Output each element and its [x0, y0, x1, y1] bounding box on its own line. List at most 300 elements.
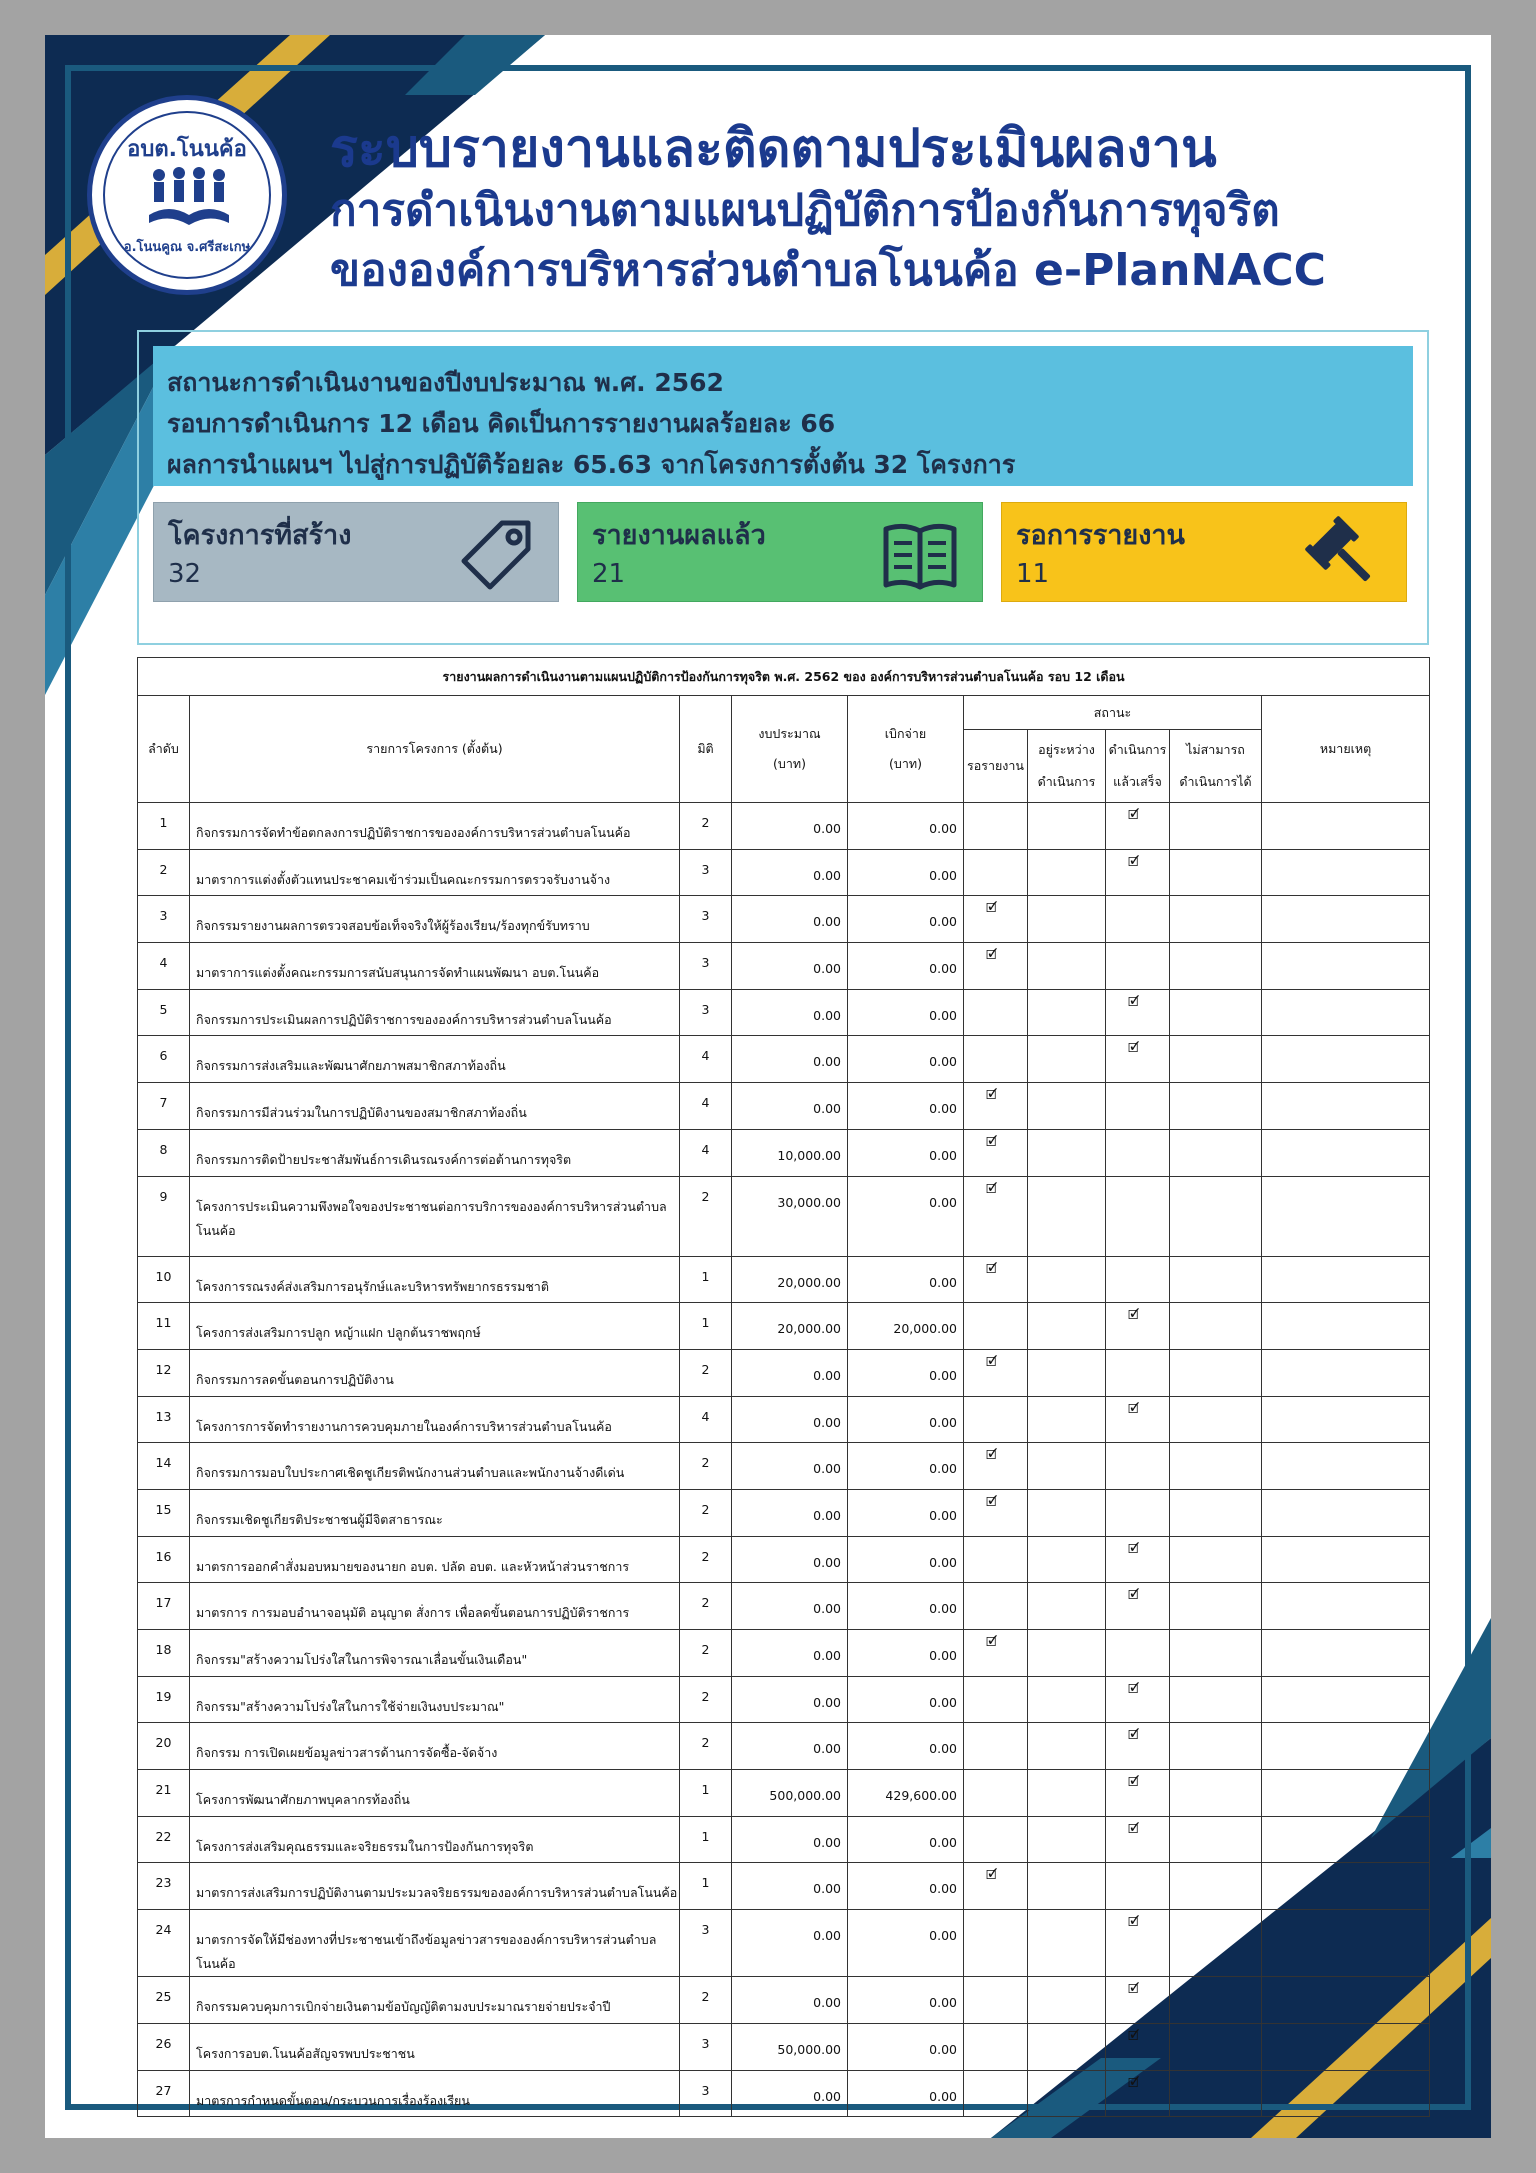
status-unable-cell	[1170, 1910, 1262, 1977]
status-done-cell	[1106, 1583, 1170, 1630]
status-waiting-cell	[964, 1977, 1028, 2024]
spent-cell: 0.00	[848, 1583, 964, 1630]
spent-cell: 429,600.00	[848, 1770, 964, 1817]
status-unable-cell	[1170, 943, 1262, 990]
dimension: 3	[680, 849, 732, 896]
dimension: 2	[680, 803, 732, 850]
gavel-icon	[1304, 515, 1384, 595]
status-in-progress-cell	[1028, 1816, 1106, 1863]
card-label: โครงการที่สร้าง	[168, 520, 352, 551]
budget-cell: 20,000.00	[732, 1303, 848, 1350]
note-cell	[1262, 1303, 1430, 1350]
status-in-progress-cell	[1028, 1349, 1106, 1396]
title-line-1: ระบบรายงานและติดตามประเมินผลงาน	[330, 119, 1217, 179]
status-unable-cell	[1170, 1816, 1262, 1863]
status-done-cell	[1106, 1349, 1170, 1396]
tag-icon	[456, 515, 536, 595]
status-in-progress-cell	[1028, 2023, 1106, 2070]
row-number: 16	[138, 1536, 190, 1583]
row-number: 26	[138, 2023, 190, 2070]
spent-cell: 0.00	[848, 2023, 964, 2070]
page-title	[330, 117, 1480, 301]
table-row	[138, 989, 1430, 1036]
status-unable-cell	[1170, 1176, 1262, 1256]
note-cell	[1262, 1396, 1430, 1443]
project-name: มาตรการส่งเสริมการปฏิบัติงานตามประมวลจริยธรรมขององค์การบริหารส่วนตำบลโนนค้อ	[190, 1863, 680, 1910]
col-done: ดำเนินการ แล้วเสร็จ	[1106, 730, 1170, 803]
budget-cell: 30,000.00	[732, 1176, 848, 1256]
budget-cell: 10,000.00	[732, 1129, 848, 1176]
project-name: กิจกรรมเชิดชูเกียรติประชาชนผู้มีจิตสาธารณะ	[190, 1489, 680, 1536]
status-unable-cell	[1170, 1083, 1262, 1130]
budget-cell: 0.00	[732, 1630, 848, 1677]
project-name: โครงการส่งเสริมคุณธรรมและจริยธรรมในการป้องกันการทุจริต	[190, 1816, 680, 1863]
row-number: 18	[138, 1630, 190, 1677]
status-waiting-cell	[964, 2070, 1028, 2117]
note-cell	[1262, 1349, 1430, 1396]
table-row	[138, 1583, 1430, 1630]
status-done-cell	[1106, 1129, 1170, 1176]
people-handshake-icon	[139, 165, 239, 231]
checkbox-checked-icon: 🗹	[1128, 2074, 1140, 2090]
row-number: 2	[138, 849, 190, 896]
table-row	[138, 1489, 1430, 1536]
status-done-cell	[1106, 1303, 1170, 1350]
note-cell	[1262, 2023, 1430, 2070]
status-unable-cell	[1170, 1129, 1262, 1176]
project-name: มาตรการ การมอบอำนาจอนุมัติ อนุญาต สั่งการ เพื่อลดขั้นตอนการปฏิบัติราชการ	[190, 1583, 680, 1630]
note-cell	[1262, 943, 1430, 990]
note-cell	[1262, 849, 1430, 896]
status-in-progress-cell	[1028, 1630, 1106, 1677]
row-number: 10	[138, 1256, 190, 1303]
table-row	[138, 1396, 1430, 1443]
status-done-cell	[1106, 1396, 1170, 1443]
title-line-2: การดำเนินงานตามแผนปฏิบัติการป้องกันการทุจริต	[330, 185, 1280, 236]
dimension: 2	[680, 1676, 732, 1723]
project-name: มาตรการออกคำสั่งมอบหมายของนายก อบต. ปลัด อบต. และหัวหน้าส่วนราชการ	[190, 1536, 680, 1583]
row-number: 4	[138, 943, 190, 990]
row-number: 11	[138, 1303, 190, 1350]
status-in-progress-cell	[1028, 1129, 1106, 1176]
note-cell	[1262, 1723, 1430, 1770]
status-unable-cell	[1170, 1583, 1262, 1630]
status-in-progress-cell	[1028, 1489, 1106, 1536]
table-row	[138, 1676, 1430, 1723]
dimension: 3	[680, 2070, 732, 2117]
status-done-cell	[1106, 1630, 1170, 1677]
project-name: กิจกรรมรายงานผลการตรวจสอบข้อเท็จจริงให้ผู้ร้องเรียน/ร้องทุกข์รับทราบ	[190, 896, 680, 943]
spent-cell: 0.00	[848, 1349, 964, 1396]
note-cell	[1262, 1036, 1430, 1083]
col-name: รายการโครงการ (ตั้งต้น)	[190, 696, 680, 803]
spent-cell: 0.00	[848, 1536, 964, 1583]
table-row	[138, 1630, 1430, 1677]
project-name: โครงการส่งเสริมการปลูก หญ้าแฝก ปลูกต้นราชพฤกษ์	[190, 1303, 680, 1350]
note-cell	[1262, 1536, 1430, 1583]
note-cell	[1262, 1583, 1430, 1630]
row-number: 9	[138, 1176, 190, 1256]
spent-cell: 0.00	[848, 989, 964, 1036]
note-cell	[1262, 803, 1430, 850]
spent-cell: 0.00	[848, 1910, 964, 1977]
status-waiting-cell	[964, 1443, 1028, 1490]
row-number: 21	[138, 1770, 190, 1817]
checkbox-checked-icon: 🗹	[1128, 1914, 1140, 1930]
budget-cell: 0.00	[732, 849, 848, 896]
col-no: ลำดับ	[138, 696, 190, 803]
status-in-progress-cell	[1028, 1396, 1106, 1443]
row-number: 8	[138, 1129, 190, 1176]
project-name: กิจกรรม การเปิดเผยข้อมูลข่าวสารด้านการจัดซื้อ-จัดจ้าง	[190, 1723, 680, 1770]
note-cell	[1262, 1770, 1430, 1817]
project-name: กิจกรรม"สร้างความโปร่งใสในการพิจารณาเลื่อนขั้นเงินเดือน"	[190, 1630, 680, 1677]
status-in-progress-cell	[1028, 1770, 1106, 1817]
col-spent: เบิกจ่าย (บาท)	[848, 696, 964, 803]
dimension: 1	[680, 1816, 732, 1863]
spent-cell: 20,000.00	[848, 1303, 964, 1350]
table-row	[138, 1176, 1430, 1256]
table-row	[138, 1770, 1430, 1817]
row-number: 5	[138, 989, 190, 1036]
note-cell	[1262, 1977, 1430, 2024]
budget-cell: 0.00	[732, 1977, 848, 2024]
note-cell	[1262, 1676, 1430, 1723]
status-waiting-cell	[964, 1630, 1028, 1677]
checkbox-checked-icon: 🗹	[986, 1087, 998, 1103]
status-waiting-cell	[964, 1770, 1028, 1817]
row-number: 20	[138, 1723, 190, 1770]
dimension: 3	[680, 943, 732, 990]
project-name: กิจกรรม"สร้างความโปร่งใสในการใช้จ่ายเงินงบประมาณ"	[190, 1676, 680, 1723]
status-in-progress-cell	[1028, 1176, 1106, 1256]
table-row	[138, 896, 1430, 943]
dimension: 1	[680, 1256, 732, 1303]
spent-cell: 0.00	[848, 1176, 964, 1256]
checkbox-checked-icon: 🗹	[986, 947, 998, 963]
dimension: 1	[680, 1770, 732, 1817]
row-number: 6	[138, 1036, 190, 1083]
logo	[87, 95, 287, 295]
status-unable-cell	[1170, 1489, 1262, 1536]
status-waiting-cell	[964, 1863, 1028, 1910]
budget-cell: 0.00	[732, 1863, 848, 1910]
budget-cell: 0.00	[732, 1349, 848, 1396]
status-waiting-cell	[964, 803, 1028, 850]
status-waiting-cell	[964, 849, 1028, 896]
status-waiting-cell	[964, 1036, 1028, 1083]
project-name: โครงการการจัดทำรายงานการควบคุมภายในองค์การบริหารส่วนตำบลโนนค้อ	[190, 1396, 680, 1443]
budget-cell: 0.00	[732, 1443, 848, 1490]
row-number: 23	[138, 1863, 190, 1910]
status-unable-cell	[1170, 1349, 1262, 1396]
status-unable-cell	[1170, 2023, 1262, 2070]
checkbox-checked-icon: 🗹	[986, 1447, 998, 1463]
spent-cell: 0.00	[848, 1977, 964, 2024]
status-done-cell	[1106, 1770, 1170, 1817]
project-name: โครงการประเมินความพึงพอใจของประชาชนต่อการบริการขององค์การบริหารส่วนตำบลโนนค้อ	[190, 1176, 680, 1256]
table-row	[138, 849, 1430, 896]
status-waiting-cell	[964, 943, 1028, 990]
note-cell	[1262, 2070, 1430, 2117]
status-waiting-cell	[964, 1256, 1028, 1303]
table-row	[138, 2070, 1430, 2117]
budget-cell: 0.00	[732, 1816, 848, 1863]
logo-seal	[103, 111, 271, 279]
row-number: 15	[138, 1489, 190, 1536]
table-row	[138, 1443, 1430, 1490]
project-name: มาตรการกำหนดขั้นตอน/กระบวนการเรื่องร้องเรียน	[190, 2070, 680, 2117]
status-done-cell	[1106, 849, 1170, 896]
card-projects-created[interactable]	[153, 502, 559, 602]
note-cell	[1262, 1256, 1430, 1303]
spent-cell: 0.00	[848, 943, 964, 990]
note-cell	[1262, 1176, 1430, 1256]
budget-cell: 0.00	[732, 1083, 848, 1130]
checkbox-checked-icon: 🗹	[1128, 853, 1140, 869]
status-in-progress-cell	[1028, 1536, 1106, 1583]
row-number: 12	[138, 1349, 190, 1396]
spent-cell: 0.00	[848, 1489, 964, 1536]
note-cell	[1262, 1443, 1430, 1490]
table-row	[138, 803, 1430, 850]
table-row	[138, 1256, 1430, 1303]
budget-cell: 0.00	[732, 803, 848, 850]
logo-top-text: อบต.โนนค้อ	[127, 137, 247, 162]
col-unable: ไม่สามารถ ดำเนินการได้	[1170, 730, 1262, 803]
checkbox-checked-icon: 🗹	[1128, 2027, 1140, 2043]
status-done-cell	[1106, 2070, 1170, 2117]
status-waiting-cell	[964, 1129, 1028, 1176]
spent-cell: 0.00	[848, 1396, 964, 1443]
row-number: 7	[138, 1083, 190, 1130]
project-name: กิจกรรมการจัดทำข้อตกลงการปฏิบัติราชการขององค์การบริหารส่วนตำบลโนนค้อ	[190, 803, 680, 850]
spent-cell: 0.00	[848, 1723, 964, 1770]
status-done-cell	[1106, 1176, 1170, 1256]
row-number: 24	[138, 1910, 190, 1977]
status-done-cell	[1106, 989, 1170, 1036]
spent-cell: 0.00	[848, 896, 964, 943]
project-name: โครงการรณรงค์ส่งเสริมการอนุรักษ์และบริหารทรัพยากรธรรมชาติ	[190, 1256, 680, 1303]
col-status: สถานะ	[964, 696, 1262, 730]
dimension: 2	[680, 1349, 732, 1396]
status-in-progress-cell	[1028, 1443, 1106, 1490]
col-budget: งบประมาณ (บาท)	[732, 696, 848, 803]
status-in-progress-cell	[1028, 896, 1106, 943]
dimension: 2	[680, 1176, 732, 1256]
project-name: มาตราการแต่งตั้งคณะกรรมการสนับสนุนการจัดทำแผนพัฒนา อบต.โนนค้อ	[190, 943, 680, 990]
dimension: 2	[680, 1489, 732, 1536]
status-done-cell	[1106, 803, 1170, 850]
budget-cell: 0.00	[732, 1536, 848, 1583]
status-in-progress-cell	[1028, 943, 1106, 990]
status-done-cell	[1106, 1083, 1170, 1130]
checkbox-checked-icon: 🗹	[1128, 1307, 1140, 1323]
status-line-1: สถานะการดำเนินงานของปีงบประมาณ พ.ศ. 2562	[167, 368, 724, 397]
note-cell	[1262, 896, 1430, 943]
status-in-progress-cell	[1028, 1256, 1106, 1303]
status-waiting-cell	[964, 896, 1028, 943]
status-unable-cell	[1170, 1536, 1262, 1583]
budget-cell: 0.00	[732, 896, 848, 943]
status-waiting-cell	[964, 1083, 1028, 1130]
table-row	[138, 1129, 1430, 1176]
status-done-cell	[1106, 1443, 1170, 1490]
note-cell	[1262, 1630, 1430, 1677]
table-row	[138, 1977, 1430, 2024]
status-unable-cell	[1170, 849, 1262, 896]
project-name: กิจกรรมการมอบใบประกาศเชิดชูเกียรติพนักงานส่วนตำบลและพนักงานจ้างดีเด่น	[190, 1443, 680, 1490]
status-unable-cell	[1170, 1770, 1262, 1817]
status-waiting-cell	[964, 1396, 1028, 1443]
table-row	[138, 1863, 1430, 1910]
book-icon	[880, 515, 960, 595]
note-cell	[1262, 1489, 1430, 1536]
status-banner	[153, 346, 1413, 486]
dimension: 4	[680, 1129, 732, 1176]
report-table	[137, 657, 1430, 2117]
card-label: รอการรายงาน	[1016, 520, 1186, 551]
status-unable-cell	[1170, 1396, 1262, 1443]
col-note: หมายเหตุ	[1262, 696, 1430, 803]
status-done-cell	[1106, 1910, 1170, 1977]
dimension: 2	[680, 1443, 732, 1490]
status-waiting-cell	[964, 1583, 1028, 1630]
table-row	[138, 943, 1430, 990]
status-unable-cell	[1170, 1303, 1262, 1350]
checkbox-checked-icon: 🗹	[1128, 1981, 1140, 1997]
dimension: 2	[680, 1536, 732, 1583]
table-row	[138, 1536, 1430, 1583]
note-cell	[1262, 989, 1430, 1036]
dimension: 3	[680, 896, 732, 943]
spent-cell: 0.00	[848, 1863, 964, 1910]
row-number: 25	[138, 1977, 190, 2024]
status-in-progress-cell	[1028, 1863, 1106, 1910]
status-done-cell	[1106, 2023, 1170, 2070]
dimension: 3	[680, 989, 732, 1036]
budget-cell: 0.00	[732, 1396, 848, 1443]
budget-cell: 0.00	[732, 1910, 848, 1977]
checkbox-checked-icon: 🗹	[1128, 1540, 1140, 1556]
budget-cell: 0.00	[732, 943, 848, 990]
status-done-cell	[1106, 1536, 1170, 1583]
checkbox-checked-icon: 🗹	[1128, 1587, 1140, 1603]
project-name: โครงการอบต.โนนค้อสัญจรพบประชาชน	[190, 2023, 680, 2070]
card-reported[interactable]	[577, 502, 983, 602]
col-dim: มิติ	[680, 696, 732, 803]
status-waiting-cell	[964, 1536, 1028, 1583]
budget-cell: 500,000.00	[732, 1770, 848, 1817]
table-row	[138, 2023, 1430, 2070]
budget-cell: 0.00	[732, 989, 848, 1036]
status-waiting-cell	[964, 989, 1028, 1036]
project-name: กิจกรรมการมีส่วนร่วมในการปฏิบัติงานของสมาชิกสภาท้องถิ่น	[190, 1083, 680, 1130]
project-name: มาตรการจัดให้มีช่องทางที่ประชาชนเข้าถึงข้อมูลข่าวสารขององค์การบริหารส่วนตำบลโนนค้อ	[190, 1910, 680, 1977]
dimension: 3	[680, 1910, 732, 1977]
status-done-cell	[1106, 1489, 1170, 1536]
status-done-cell	[1106, 1863, 1170, 1910]
status-unable-cell	[1170, 896, 1262, 943]
dimension: 4	[680, 1036, 732, 1083]
status-unable-cell	[1170, 1256, 1262, 1303]
spent-cell: 0.00	[848, 2070, 964, 2117]
spent-cell: 0.00	[848, 803, 964, 850]
status-done-cell	[1106, 1816, 1170, 1863]
row-number: 27	[138, 2070, 190, 2117]
status-unable-cell	[1170, 1036, 1262, 1083]
status-in-progress-cell	[1028, 989, 1106, 1036]
status-waiting-cell	[964, 1489, 1028, 1536]
row-number: 17	[138, 1583, 190, 1630]
row-number: 13	[138, 1396, 190, 1443]
status-in-progress-cell	[1028, 1910, 1106, 1977]
note-cell	[1262, 1129, 1430, 1176]
row-number: 14	[138, 1443, 190, 1490]
checkbox-checked-icon: 🗹	[986, 1180, 998, 1196]
project-name: โครงการพัฒนาศักยภาพบุคลากรท้องถิ่น	[190, 1770, 680, 1817]
status-done-cell	[1106, 1036, 1170, 1083]
table-row	[138, 1723, 1430, 1770]
status-in-progress-cell	[1028, 1303, 1106, 1350]
checkbox-checked-icon: 🗹	[1128, 1040, 1140, 1056]
dimension: 4	[680, 1396, 732, 1443]
dimension: 2	[680, 1723, 732, 1770]
status-in-progress-cell	[1028, 1036, 1106, 1083]
status-done-cell	[1106, 1256, 1170, 1303]
spent-cell: 0.00	[848, 1036, 964, 1083]
note-cell	[1262, 1910, 1430, 1977]
budget-cell: 50,000.00	[732, 2023, 848, 2070]
budget-cell: 0.00	[732, 1036, 848, 1083]
status-unable-cell	[1170, 989, 1262, 1036]
status-done-cell	[1106, 943, 1170, 990]
checkbox-checked-icon: 🗹	[986, 1867, 998, 1883]
budget-cell: 0.00	[732, 1723, 848, 1770]
card-pending[interactable]	[1001, 502, 1407, 602]
status-in-progress-cell	[1028, 849, 1106, 896]
table-row	[138, 1036, 1430, 1083]
checkbox-checked-icon: 🗹	[986, 1634, 998, 1649]
checkbox-checked-icon: 🗹	[1128, 1400, 1140, 1416]
card-label: รายงานผลแล้ว	[592, 520, 766, 551]
budget-cell: 0.00	[732, 2070, 848, 2117]
checkbox-checked-icon: 🗹	[1128, 807, 1140, 822]
table-row	[138, 1303, 1430, 1350]
checkbox-checked-icon: 🗹	[986, 1493, 998, 1509]
budget-cell: 20,000.00	[732, 1256, 848, 1303]
dimension: 4	[680, 1083, 732, 1130]
status-waiting-cell	[964, 2023, 1028, 2070]
checkbox-checked-icon: 🗹	[1128, 1820, 1140, 1836]
status-waiting-cell	[964, 1910, 1028, 1977]
checkbox-checked-icon: 🗹	[1128, 993, 1140, 1009]
status-waiting-cell	[964, 1303, 1028, 1350]
project-name: มาตราการแต่งตั้งตัวแทนประชาคมเข้าร่วมเป็นคณะกรรมการตรวจรับงานจ้าง	[190, 849, 680, 896]
row-number: 19	[138, 1676, 190, 1723]
row-number: 1	[138, 803, 190, 850]
status-unable-cell	[1170, 1723, 1262, 1770]
status-in-progress-cell	[1028, 1083, 1106, 1130]
status-done-cell	[1106, 1723, 1170, 1770]
status-unable-cell	[1170, 1977, 1262, 2024]
status-waiting-cell	[964, 1816, 1028, 1863]
dimension: 2	[680, 1583, 732, 1630]
row-number: 3	[138, 896, 190, 943]
table-row	[138, 1349, 1430, 1396]
spent-cell: 0.00	[848, 1443, 964, 1490]
report-page	[45, 35, 1491, 2138]
